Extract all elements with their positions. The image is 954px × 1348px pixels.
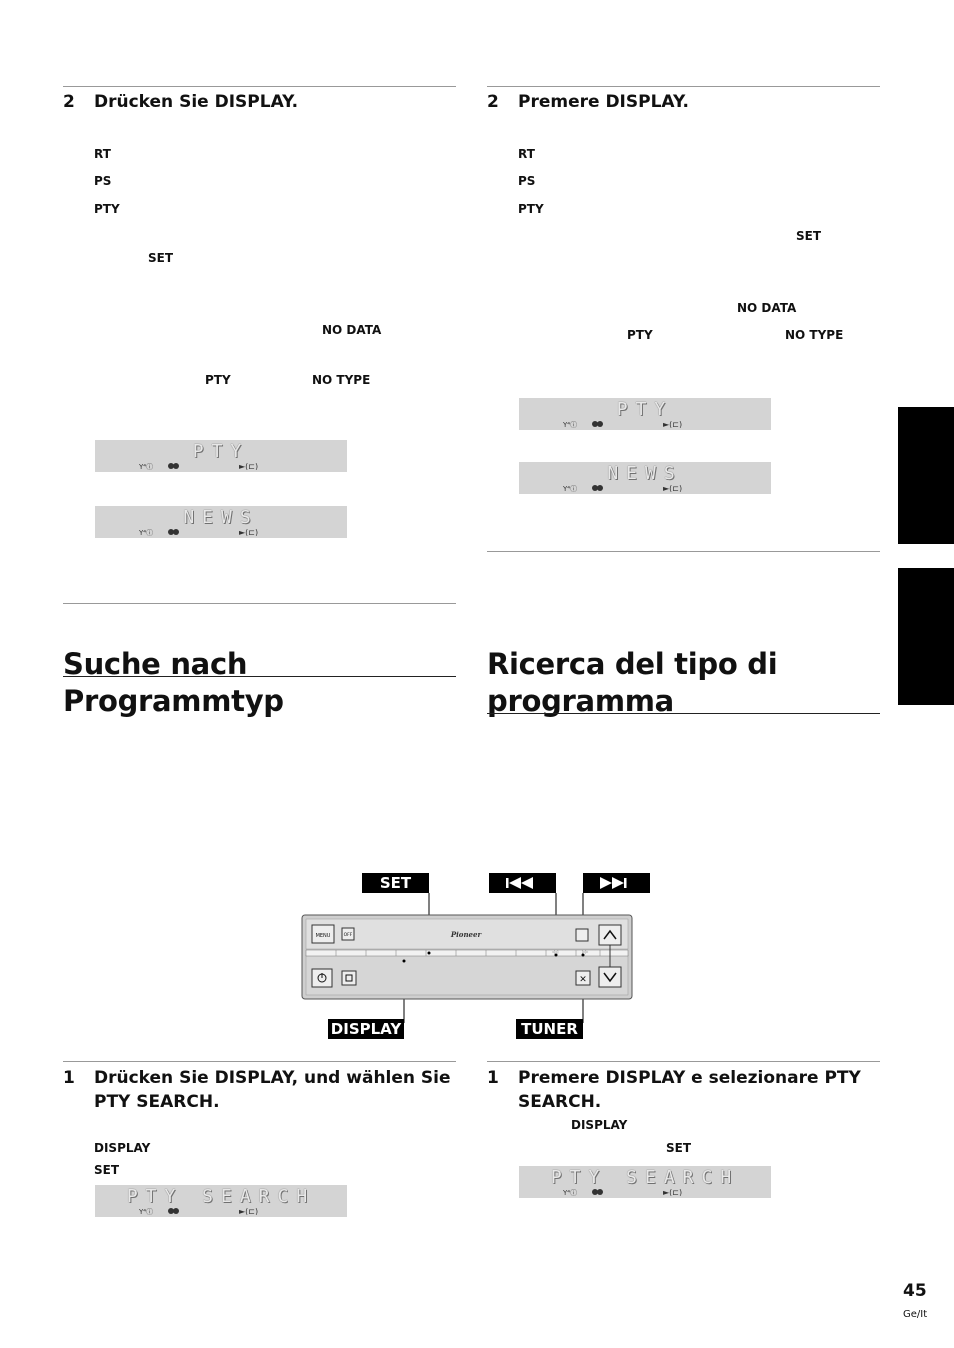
section-rule-left [63, 603, 456, 604]
title-underline-de [63, 676, 456, 677]
step-1-heading-de [63, 1066, 456, 1116]
skip-forward-icon [583, 873, 650, 893]
kw-rt-de: RT [94, 147, 111, 161]
language-tab-deutsch [898, 407, 954, 544]
lcd-status-icons [519, 482, 771, 492]
svg-text:Y⁴ⓘ: Y⁴ⓘ [563, 485, 578, 492]
kw-ps-it: PS [518, 174, 536, 188]
top-rule-left [63, 86, 456, 87]
step-1-heading-it [487, 1066, 880, 1116]
lcd-display-pty-search-de [95, 1185, 347, 1217]
section-rule-right [487, 551, 880, 552]
svg-text:◁◁: ◁◁ [552, 949, 559, 954]
kw-notype-de: NO TYPE [312, 373, 371, 387]
svg-text:►(⊏): ►(⊏) [239, 1207, 259, 1215]
svg-text:Y⁴ⓘ: Y⁴ⓘ [563, 421, 578, 428]
svg-text:Y⁴ⓘ: Y⁴ⓘ [563, 1189, 578, 1196]
lcd-text: PTY [192, 441, 250, 462]
lcd-text: PTY [616, 399, 674, 420]
down-button [599, 967, 621, 987]
menu-button-label: MENU [315, 933, 331, 939]
svg-text:Y⁴ⓘ: Y⁴ⓘ [139, 1208, 154, 1215]
kw-set-de: SET [148, 251, 174, 265]
bottom-rule-left [63, 1061, 456, 1062]
svg-text:►(⊏): ►(⊏) [239, 462, 259, 470]
lcd-text: NEWS [607, 463, 683, 484]
step-number: 1 [487, 1068, 499, 1088]
lcd-text: PTY SEARCH [126, 1186, 316, 1207]
lcd-display-pty-it [519, 398, 771, 430]
kw-set-bottom-it: SET [666, 1141, 692, 1155]
label-set: SET [362, 873, 429, 893]
lcd-status-icons [95, 1205, 347, 1215]
section-title-it-line1: Ricerca del tipo di [487, 647, 778, 681]
brand-logo: Pioneer [450, 930, 482, 939]
language-tab-italiano [898, 568, 954, 705]
label-display: DISPLAY [328, 1019, 404, 1039]
svg-text:✕: ✕ [579, 975, 587, 985]
label-tuner: TUNER [516, 1019, 583, 1039]
svg-text:Y⁴ⓘ: Y⁴ⓘ [139, 463, 154, 470]
kw-pty-it: PTY [518, 202, 544, 216]
lcd-status-icons [519, 418, 771, 428]
skip-back-icon [489, 873, 556, 893]
kw-pty2-de: PTY [205, 373, 231, 387]
head-unit-diagram [300, 893, 640, 1023]
lcd-text: NEWS [183, 507, 259, 528]
step-text-line2: SEARCH. [518, 1092, 602, 1112]
step-text: Premere DISPLAY. [518, 92, 689, 112]
step-text: Drücken Sie DISPLAY. [94, 92, 299, 112]
top-rule-right [487, 86, 880, 87]
title-underline-it [487, 713, 880, 714]
kw-notype-it: NO TYPE [785, 328, 844, 342]
bottom-rule-right [487, 1061, 880, 1062]
kw-nodata-de: NO DATA [322, 323, 382, 337]
svg-text:►(⊏): ►(⊏) [239, 528, 259, 536]
up-button [599, 925, 621, 945]
svg-text:►(⊏): ►(⊏) [663, 420, 683, 428]
step-text-line1: Drücken Sie DISPLAY, und wählen Sie [94, 1068, 451, 1088]
detach-button [342, 971, 356, 985]
kw-pty-de: PTY [94, 202, 120, 216]
lcd-display-pty-de [95, 440, 347, 472]
lcd-status-icons [95, 460, 347, 470]
svg-text:▷▷: ▷▷ [582, 949, 589, 954]
kw-pty2-it: PTY [627, 328, 653, 342]
off-button-label: OFF [343, 933, 353, 938]
lcd-status-icons [95, 526, 347, 536]
section-title-de: Suche nach Programmtyp [63, 647, 284, 718]
step-number: 1 [63, 1068, 75, 1088]
lcd-display-news-it [519, 462, 771, 494]
svg-text:►(⊏): ►(⊏) [663, 1188, 683, 1196]
page-number: 45 [903, 1281, 927, 1301]
kw-display-it: DISPLAY [571, 1118, 628, 1132]
section-title-it-line2: programma [487, 684, 674, 718]
label-next-track [583, 873, 650, 893]
kw-set-it: SET [796, 229, 822, 243]
kw-set-bottom-de: SET [94, 1163, 120, 1177]
step-text-line2: PTY SEARCH. [94, 1092, 220, 1112]
kw-rt-it: RT [518, 147, 535, 161]
label-prev-track [489, 873, 556, 893]
page-language-code: Ge/It [903, 1309, 928, 1320]
step-number: 2 [63, 92, 75, 112]
svg-text:Y⁴ⓘ: Y⁴ⓘ [139, 529, 154, 536]
kw-nodata-it: NO DATA [737, 301, 797, 315]
step-number: 2 [487, 92, 499, 112]
lcd-display-news-de [95, 506, 347, 538]
kw-display-de: DISPLAY [94, 1141, 151, 1155]
step-text-line1: Premere DISPLAY e selezionare PTY [518, 1068, 861, 1088]
lcd-text: PTY SEARCH [550, 1167, 740, 1188]
lcd-display-pty-search-it [519, 1166, 771, 1198]
svg-text:►(⊏): ►(⊏) [663, 484, 683, 492]
lcd-status-icons [519, 1186, 771, 1196]
kw-ps-de: PS [94, 174, 112, 188]
